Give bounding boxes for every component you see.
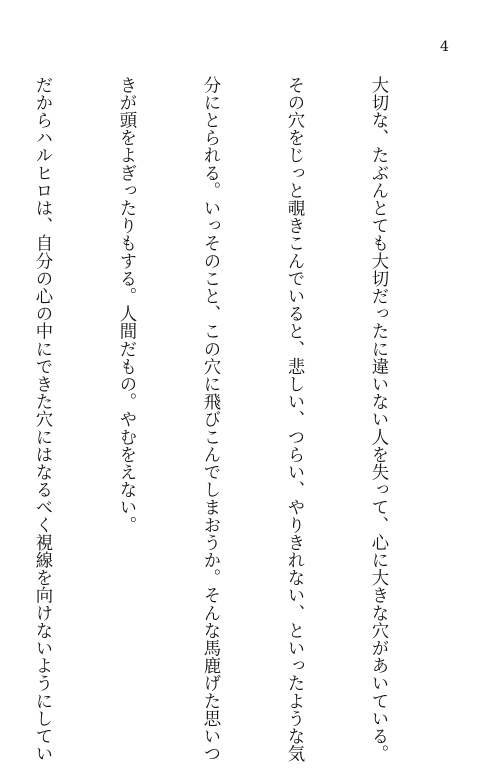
page-number: 4 — [440, 39, 449, 55]
text-line: 分にとられる。いっそのこと、この穴に飛びこんでしまおうか。そんな馬鹿げた思いつ — [200, 76, 220, 763]
text-line: だからハルヒロは、自分の心の中にできた穴にはなるべく視線を向けないようにしてい — [32, 76, 52, 763]
text-line: その穴をじっと覗きこんでいると、悲しい、つらい、やりきれない、といったような気 — [284, 76, 304, 763]
text-line: きが頭をよぎったりもする。人間だもの。やむをえない。 — [116, 76, 136, 534]
text-line: 大切な、たぶんとても大切だったに違いない人を失って、心に大きな穴があいている。 — [368, 76, 388, 763]
vertical-text-block — [0, 76, 448, 763]
